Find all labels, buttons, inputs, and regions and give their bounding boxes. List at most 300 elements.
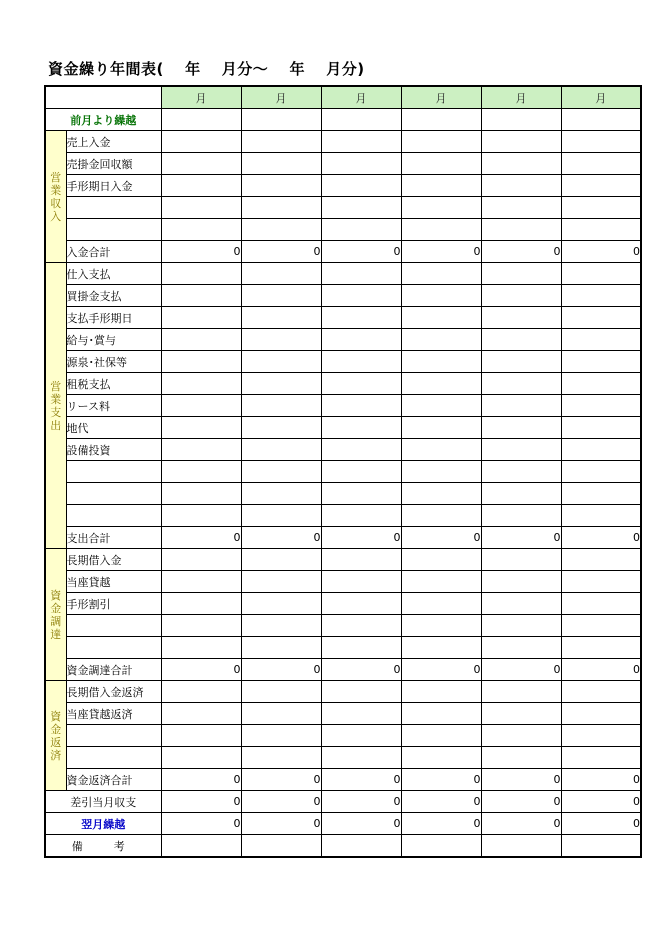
category-char: 支 [50,405,62,419]
value-cell[interactable]: 0 [561,813,641,835]
value-cell[interactable] [561,571,641,593]
value-cell[interactable] [561,505,641,527]
value-cell[interactable] [561,725,641,747]
value-cell[interactable] [321,483,401,505]
category-char: 出 [50,418,62,432]
value-cell[interactable] [401,615,481,637]
value-cell[interactable] [401,395,481,417]
carry-over-cell[interactable] [561,109,641,131]
table-row [45,417,641,439]
value-cell[interactable]: 0 [161,659,241,681]
value-cell[interactable] [241,263,321,285]
value-cell[interactable] [481,725,561,747]
value-cell[interactable] [241,131,321,153]
month-header-2[interactable]: 月 [241,86,321,109]
table-row [45,241,641,263]
table-row [45,549,641,571]
page-title: 資金繰り年間表( 年 月分～ 年 月分) [48,60,365,78]
row-label: 長期借入金返済 [66,681,161,703]
carry-over-label: 前月より繰越 [45,109,161,131]
value-cell[interactable] [561,747,641,769]
table-row [45,769,641,791]
value-cell[interactable] [401,131,481,153]
value-cell[interactable] [321,351,401,373]
value-cell[interactable] [481,329,561,351]
value-cell[interactable] [321,703,401,725]
category-char: 済 [50,748,62,762]
value-cell[interactable] [321,681,401,703]
carry-over-cell[interactable] [401,109,481,131]
carry-over-row [45,109,641,131]
value-cell[interactable] [241,439,321,461]
row-label: 資金調達合計 [66,659,161,681]
category-label [45,131,66,263]
remarks-cell[interactable] [561,835,641,858]
row-label: 源泉･社保等 [66,351,161,373]
value-cell[interactable] [481,263,561,285]
value-cell[interactable] [401,747,481,769]
value-cell[interactable] [321,505,401,527]
value-cell[interactable] [161,417,241,439]
difference-label: 差引当月収支 [45,791,161,813]
table-row [45,307,641,329]
difference-row [45,791,641,813]
row-label: 資金返済合計 [66,769,161,791]
value-cell[interactable] [161,351,241,373]
value-cell[interactable] [321,329,401,351]
row-label: 仕入支払 [66,263,161,285]
table-row [45,263,641,285]
carry-over-cell[interactable] [241,109,321,131]
value-cell[interactable] [481,615,561,637]
value-cell[interactable] [161,373,241,395]
row-label: 当座貸越返済 [66,703,161,725]
value-cell[interactable] [561,131,641,153]
value-cell[interactable] [321,593,401,615]
value-cell[interactable] [401,351,481,373]
value-cell[interactable] [161,219,241,241]
table-row [45,725,641,747]
row-label [66,219,161,241]
table-row [45,351,641,373]
month-header-3[interactable]: 月 [321,86,401,109]
value-cell[interactable] [401,307,481,329]
value-cell[interactable] [401,505,481,527]
value-cell[interactable] [161,439,241,461]
row-label: 手形期日入金 [66,175,161,197]
value-cell[interactable] [401,593,481,615]
table-row [45,637,641,659]
value-cell[interactable] [561,703,641,725]
value-cell[interactable] [241,725,321,747]
value-cell[interactable] [561,461,641,483]
value-cell[interactable] [401,571,481,593]
table-row [45,285,641,307]
table-row [45,395,641,417]
value-cell[interactable] [321,373,401,395]
value-cell[interactable] [321,175,401,197]
value-cell[interactable] [321,395,401,417]
value-cell[interactable]: 0 [401,527,481,549]
value-cell[interactable] [401,373,481,395]
value-cell[interactable] [481,637,561,659]
value-cell[interactable] [161,703,241,725]
table-row [45,571,641,593]
row-label [66,725,161,747]
value-cell[interactable] [321,461,401,483]
table-row [45,197,641,219]
value-cell[interactable] [161,285,241,307]
value-cell[interactable] [241,461,321,483]
value-cell[interactable] [161,197,241,219]
value-cell[interactable]: 0 [241,813,321,835]
value-cell[interactable] [161,483,241,505]
remarks-cell[interactable] [241,835,321,858]
value-cell[interactable] [401,263,481,285]
category-char: 資 [50,709,62,723]
value-cell[interactable]: 0 [161,527,241,549]
value-cell[interactable] [401,197,481,219]
value-cell[interactable]: 0 [321,527,401,549]
value-cell[interactable]: 0 [481,241,561,263]
category-char: 金 [50,722,62,736]
value-cell[interactable]: 0 [481,659,561,681]
value-cell[interactable] [481,703,561,725]
category-char: 収 [50,196,62,210]
row-label [66,461,161,483]
row-label [66,483,161,505]
row-label: 給与･賞与 [66,329,161,351]
value-cell[interactable]: 0 [321,241,401,263]
value-cell[interactable] [241,395,321,417]
table-row [45,615,641,637]
value-cell[interactable] [321,285,401,307]
value-cell[interactable] [321,263,401,285]
value-cell[interactable] [561,197,641,219]
value-cell[interactable] [481,153,561,175]
header-corner [45,86,161,109]
category-char: 業 [50,392,62,406]
value-cell[interactable] [161,263,241,285]
value-cell[interactable] [161,307,241,329]
value-cell[interactable] [321,219,401,241]
value-cell[interactable] [321,747,401,769]
value-cell[interactable] [161,681,241,703]
value-cell[interactable] [481,307,561,329]
value-cell[interactable] [481,351,561,373]
value-cell[interactable] [561,483,641,505]
value-cell[interactable] [241,505,321,527]
row-label [66,505,161,527]
row-label [66,615,161,637]
next-carry-label: 翌月繰越 [45,813,161,835]
value-cell[interactable]: 0 [321,813,401,835]
category-char: 達 [50,627,62,641]
value-cell[interactable] [161,571,241,593]
value-cell[interactable] [161,175,241,197]
value-cell[interactable]: 0 [241,769,321,791]
value-cell[interactable] [321,725,401,747]
value-cell[interactable] [561,593,641,615]
value-cell[interactable]: 0 [161,241,241,263]
value-cell[interactable] [161,725,241,747]
value-cell[interactable] [561,175,641,197]
value-cell[interactable] [401,637,481,659]
remarks-cell[interactable] [321,835,401,858]
value-cell[interactable]: 0 [561,791,641,813]
value-cell[interactable]: 0 [241,659,321,681]
table-row [45,703,641,725]
value-cell[interactable] [161,329,241,351]
value-cell[interactable] [241,219,321,241]
remarks-cell[interactable] [161,835,241,858]
value-cell[interactable] [241,681,321,703]
value-cell[interactable] [481,571,561,593]
value-cell[interactable] [241,329,321,351]
table-row [45,747,641,769]
value-cell[interactable] [241,175,321,197]
value-cell[interactable]: 0 [321,659,401,681]
value-cell[interactable] [241,153,321,175]
value-cell[interactable] [321,307,401,329]
value-cell[interactable] [481,461,561,483]
table-row [45,219,641,241]
value-cell[interactable]: 0 [481,813,561,835]
value-cell[interactable] [321,571,401,593]
category-label [45,549,66,681]
remarks-row [45,835,641,858]
row-label: 支払手形期日 [66,307,161,329]
row-label [66,747,161,769]
table-row [45,527,641,549]
category-char: 調 [50,614,62,628]
table-row [45,659,641,681]
value-cell[interactable] [481,285,561,307]
value-cell[interactable]: 0 [481,791,561,813]
row-label: 設備投資 [66,439,161,461]
value-cell[interactable] [481,175,561,197]
row-label: 手形割引 [66,593,161,615]
month-header-5[interactable]: 月 [481,86,561,109]
row-label: 売掛金回収額 [66,153,161,175]
value-cell[interactable] [561,549,641,571]
value-cell[interactable] [561,219,641,241]
value-cell[interactable] [561,329,641,351]
value-cell[interactable] [241,571,321,593]
value-cell[interactable] [561,153,641,175]
table-body [45,86,641,857]
row-label: 当座貸越 [66,571,161,593]
remarks-label: 備 考 [45,835,161,858]
value-cell[interactable]: 0 [401,791,481,813]
value-cell[interactable]: 0 [161,769,241,791]
value-cell[interactable] [241,483,321,505]
category-char: 業 [50,183,62,197]
value-cell[interactable] [321,549,401,571]
value-cell[interactable] [401,285,481,307]
value-cell[interactable] [241,373,321,395]
value-cell[interactable] [161,131,241,153]
row-label: 入金合計 [66,241,161,263]
value-cell[interactable] [161,153,241,175]
value-cell[interactable] [321,153,401,175]
table-row [45,153,641,175]
value-cell[interactable] [481,747,561,769]
value-cell[interactable] [401,549,481,571]
value-cell[interactable] [481,439,561,461]
table-row [45,461,641,483]
value-cell[interactable] [561,439,641,461]
value-cell[interactable] [321,615,401,637]
value-cell[interactable] [401,153,481,175]
value-cell[interactable] [561,395,641,417]
month-header-4[interactable]: 月 [401,86,481,109]
value-cell[interactable] [161,615,241,637]
value-cell[interactable] [481,549,561,571]
value-cell[interactable]: 0 [561,769,641,791]
value-cell[interactable] [241,549,321,571]
row-label: 買掛金支払 [66,285,161,307]
value-cell[interactable]: 0 [241,791,321,813]
month-header-6[interactable]: 月 [561,86,641,109]
category-label [45,681,66,791]
value-cell[interactable] [161,395,241,417]
row-label [66,637,161,659]
value-cell[interactable] [241,285,321,307]
value-cell[interactable] [241,703,321,725]
category-char: 営 [50,170,62,184]
value-cell[interactable] [241,615,321,637]
month-header-row [45,86,641,109]
value-cell[interactable] [481,593,561,615]
value-cell[interactable] [241,307,321,329]
value-cell[interactable] [561,681,641,703]
value-cell[interactable] [561,307,641,329]
cash-flow-table [44,85,642,858]
value-cell[interactable] [401,439,481,461]
table-row [45,373,641,395]
remarks-cell[interactable] [481,835,561,858]
row-label: 長期借入金 [66,549,161,571]
value-cell[interactable] [401,175,481,197]
row-label [66,197,161,219]
remarks-cell[interactable] [401,835,481,858]
carry-over-cell[interactable] [321,109,401,131]
category-char: 営 [50,379,62,393]
value-cell[interactable] [401,483,481,505]
table-row [45,175,641,197]
value-cell[interactable] [481,395,561,417]
value-cell[interactable] [241,637,321,659]
value-cell[interactable]: 0 [401,813,481,835]
value-cell[interactable] [561,615,641,637]
row-label: リース料 [66,395,161,417]
value-cell[interactable] [481,417,561,439]
category-label [45,263,66,549]
value-cell[interactable] [321,439,401,461]
table-row [45,131,641,153]
value-cell[interactable]: 0 [321,769,401,791]
value-cell[interactable]: 0 [241,241,321,263]
table-row [45,593,641,615]
value-cell[interactable] [401,219,481,241]
value-cell[interactable] [561,417,641,439]
month-header-1[interactable]: 月 [161,86,241,109]
value-cell[interactable] [561,351,641,373]
value-cell[interactable] [321,131,401,153]
value-cell[interactable] [481,681,561,703]
value-cell[interactable] [161,461,241,483]
value-cell[interactable] [401,329,481,351]
value-cell[interactable] [481,483,561,505]
value-cell[interactable] [401,725,481,747]
value-cell[interactable]: 0 [161,791,241,813]
value-cell[interactable] [561,637,641,659]
category-char: 資 [50,588,62,602]
value-cell[interactable]: 0 [561,241,641,263]
value-cell[interactable] [321,417,401,439]
row-label: 地代 [66,417,161,439]
row-label: 租税支払 [66,373,161,395]
value-cell[interactable] [241,747,321,769]
value-cell[interactable]: 0 [321,791,401,813]
value-cell[interactable] [241,417,321,439]
value-cell[interactable] [401,681,481,703]
value-cell[interactable] [241,593,321,615]
value-cell[interactable] [481,505,561,527]
table-row [45,681,641,703]
value-cell[interactable]: 0 [401,659,481,681]
value-cell[interactable]: 0 [161,813,241,835]
table-row [45,439,641,461]
value-cell[interactable] [401,703,481,725]
value-cell[interactable] [161,549,241,571]
value-cell[interactable] [481,373,561,395]
value-cell[interactable] [401,417,481,439]
value-cell[interactable] [241,351,321,373]
row-label: 売上入金 [66,131,161,153]
carry-over-cell[interactable] [161,109,241,131]
value-cell[interactable]: 0 [401,769,481,791]
value-cell[interactable]: 0 [481,527,561,549]
value-cell[interactable] [161,747,241,769]
value-cell[interactable] [161,637,241,659]
value-cell[interactable]: 0 [561,659,641,681]
value-cell[interactable]: 0 [481,769,561,791]
value-cell[interactable] [161,593,241,615]
value-cell[interactable] [561,373,641,395]
row-label: 支出合計 [66,527,161,549]
value-cell[interactable] [561,263,641,285]
category-char: 返 [50,735,62,749]
table-row [45,329,641,351]
value-cell[interactable]: 0 [241,527,321,549]
value-cell[interactable] [241,197,321,219]
value-cell[interactable] [321,637,401,659]
next-carry-row [45,813,641,835]
value-cell[interactable] [561,285,641,307]
table-row [45,483,641,505]
value-cell[interactable]: 0 [561,527,641,549]
value-cell[interactable] [401,461,481,483]
value-cell[interactable]: 0 [401,241,481,263]
value-cell[interactable] [481,131,561,153]
value-cell[interactable] [481,197,561,219]
value-cell[interactable] [481,219,561,241]
value-cell[interactable] [161,505,241,527]
carry-over-cell[interactable] [481,109,561,131]
value-cell[interactable] [321,197,401,219]
